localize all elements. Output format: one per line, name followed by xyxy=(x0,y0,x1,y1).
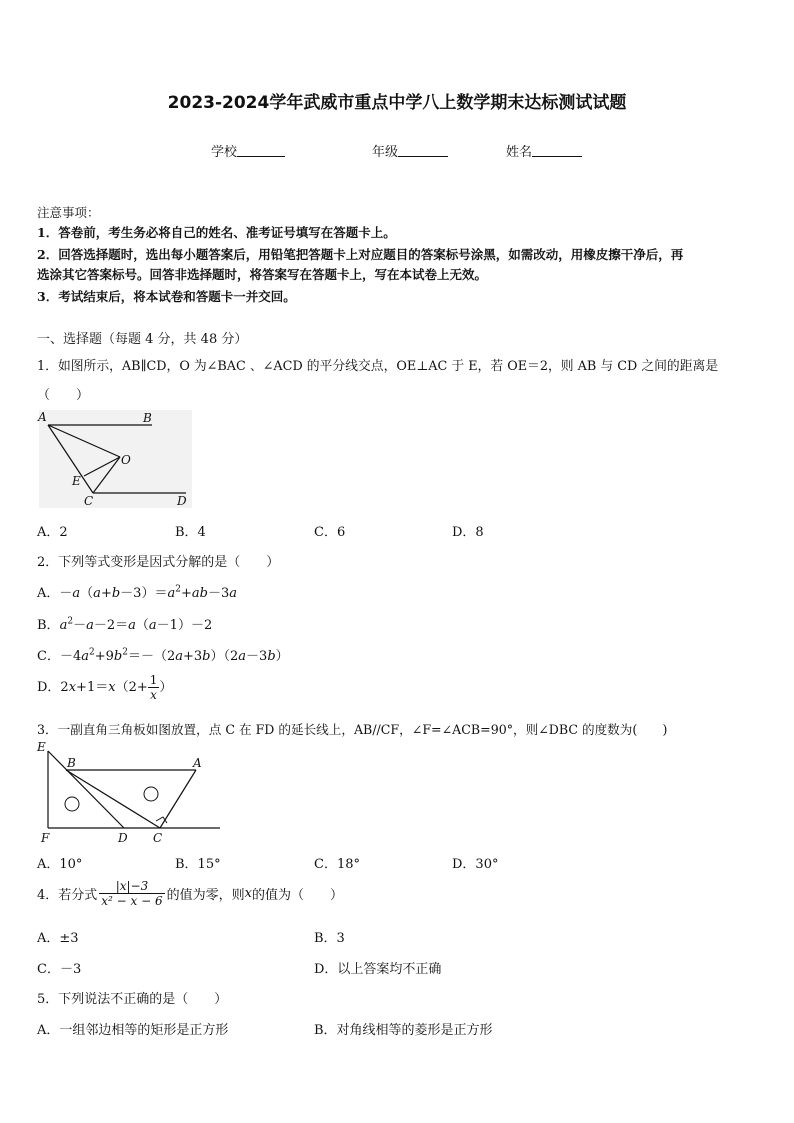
q1-option-b[interactable]: B．4 xyxy=(175,525,206,540)
q3-right-angle-mark xyxy=(156,817,167,823)
q2d-text: +1＝ xyxy=(76,680,109,695)
q2b-var: a xyxy=(148,618,157,633)
notice-item-2-cont: 选涂其它答案标号。回答非选择题时，将答案写在答题卡上，写在本试卷上无效。 xyxy=(37,267,488,282)
q2b-text: （ xyxy=(135,618,149,633)
notice-item-3: 3．考试结束后，将本试卷和答题卡一并交回。 xyxy=(37,289,296,304)
q2a-var: ab xyxy=(191,586,208,601)
q1-paren: （ ） xyxy=(37,388,90,403)
grade-label: 年级 xyxy=(372,145,399,160)
q1-label-c: C xyxy=(84,494,94,508)
q3-label-c: C xyxy=(153,831,163,845)
q4-denominator: x² − x − 6 xyxy=(101,894,163,908)
q2c-var: b xyxy=(113,649,123,664)
q2c-var: a xyxy=(81,649,89,664)
q3-label-b: B xyxy=(67,756,76,770)
q5-option-b[interactable]: B．对角线相等的菱形是正方形 xyxy=(314,1023,493,1038)
school-blank[interactable] xyxy=(237,143,285,157)
q2-option-c[interactable] xyxy=(37,645,289,664)
q3-option-b[interactable]: B．15° xyxy=(175,857,221,872)
name-label: 姓名 xyxy=(506,145,533,160)
q2b-var: a xyxy=(86,618,94,633)
q3-option-a[interactable]: A．10° xyxy=(37,857,83,872)
q4-text: 的值为零，则 xyxy=(166,888,245,903)
q2a-var: a xyxy=(167,586,176,601)
page-title: 2023-2024学年武威市重点中学八上数学期末达标测试试题 xyxy=(167,93,627,113)
name-field[interactable] xyxy=(506,141,582,160)
q1-label-d: D xyxy=(177,494,187,508)
q4-option-d[interactable]: D．以上答案均不正确 xyxy=(314,962,442,977)
q2b-var: a xyxy=(59,618,68,633)
q2c-exponent: 2 xyxy=(88,647,95,658)
q1-label-b: B xyxy=(143,411,152,425)
q3-line-ac xyxy=(160,770,196,828)
q1-label-a: A xyxy=(38,410,47,424)
q2a-var: b xyxy=(111,586,121,601)
q2d-text: （2+ xyxy=(115,680,148,695)
q2a-var: a xyxy=(229,586,237,601)
school-field[interactable] xyxy=(211,141,285,160)
school-label: 学校 xyxy=(211,145,238,160)
q4-text: 的值为（ ） xyxy=(252,888,344,903)
q2d-var: x xyxy=(68,680,77,695)
q2a-var: a xyxy=(93,586,101,601)
q2-option-a[interactable] xyxy=(37,582,237,601)
section-heading: 一、选择题（每题 4 分，共 48 分） xyxy=(37,332,248,347)
name-blank[interactable] xyxy=(532,143,582,157)
q3-hole-left xyxy=(65,797,79,811)
q4-option-b[interactable]: B．3 xyxy=(314,931,345,946)
q1-label-e: E xyxy=(72,474,81,488)
q1-label-o: O xyxy=(121,453,131,467)
q4-numerator: |x|−3 xyxy=(99,879,164,894)
q3-label-e: E xyxy=(37,740,46,754)
q4-stem xyxy=(37,879,343,908)
grade-field[interactable] xyxy=(372,141,448,160)
q2d-var: x xyxy=(108,680,116,695)
q2a-text: －3 xyxy=(207,586,230,601)
q2d-text: ） xyxy=(159,680,173,695)
notice-item-1: 1．答卷前，考生务必将自己的姓名、准考证号填写在答题卡上。 xyxy=(37,225,396,240)
q3-figure xyxy=(36,739,224,847)
q2d-fraction xyxy=(148,673,160,702)
q1-option-c[interactable]: C．6 xyxy=(314,525,346,540)
q2c-text: ＝－（2 xyxy=(127,649,176,664)
q2c-text: ） xyxy=(275,649,289,664)
q2c-text: ）（2 xyxy=(210,649,239,664)
q2c-text: C．－4 xyxy=(37,649,82,664)
q4-option-c[interactable]: C．－3 xyxy=(37,962,82,977)
q5-stem: 5．下列说法不正确的是（ ） xyxy=(37,992,228,1007)
q3-label-d: D xyxy=(118,831,128,845)
q4-fraction xyxy=(99,879,164,908)
q2a-text: + xyxy=(100,586,112,601)
q2b-text: －1）－2 xyxy=(156,618,213,633)
q3-option-c[interactable]: C．18° xyxy=(314,857,360,872)
q1-option-d[interactable]: D．8 xyxy=(452,525,484,540)
q4-text: 4．若分式 xyxy=(37,888,98,903)
q2-stem: 2．下列等式变形是因式分解的是（ ） xyxy=(37,555,280,570)
notice-heading: 注意事项： xyxy=(37,205,100,220)
q2c-exponent: 2 xyxy=(122,647,128,658)
q1-stem: 1．如图所示，AB∥CD，O 为∠BAC 、∠ACD 的平分线交点，OE⊥AC 于 E，若 OE＝2，则 AB 与 CD 之间的距离是 xyxy=(37,359,719,374)
q2-option-b[interactable] xyxy=(37,614,212,633)
q2c-var: a xyxy=(175,649,183,664)
q2a-var: a xyxy=(72,586,81,601)
q3-hole-right xyxy=(144,787,158,801)
q3-line-ed xyxy=(48,751,124,828)
q2b-text: － xyxy=(73,618,87,633)
q2c-text: +3 xyxy=(183,649,203,664)
q3-option-d[interactable]: D．30° xyxy=(452,857,499,872)
q2d-frac-num: 1 xyxy=(149,673,158,687)
q2d-frac-den: x xyxy=(150,688,157,702)
q2b-exponent: 2 xyxy=(67,616,74,627)
q4-var: x xyxy=(244,886,252,901)
q2a-text: + xyxy=(180,586,192,601)
grade-blank[interactable] xyxy=(398,143,448,157)
q1-option-a[interactable]: A．2 xyxy=(37,525,68,540)
q2a-text: －3）＝ xyxy=(120,586,168,601)
q3-stem: 3．一副直角三角板如图放置，点 C 在 FD 的延长线上，AB//CF，∠F=∠ACB=90°，则∠DBC 的度数为( ) xyxy=(37,722,668,737)
q2c-var: a xyxy=(238,649,247,664)
q3-label-f: F xyxy=(41,831,50,845)
q2b-text: －2＝ xyxy=(93,618,129,633)
q2b-text: B． xyxy=(37,618,60,633)
q1-figure xyxy=(36,407,194,511)
notice-item-2: 2．回答选择题时，选出每小题答案后，用铅笔把答题卡上对应题目的答案标号涂黑，如需改动，用橡皮擦干净后，再 xyxy=(37,247,684,262)
q2a-exponent: 2 xyxy=(175,584,181,595)
q3-label-a: A xyxy=(193,756,202,770)
q2a-text: （ xyxy=(80,586,94,601)
q2c-var: b xyxy=(267,649,276,664)
q2d-text: D．2 xyxy=(37,680,69,695)
q2c-text: －3 xyxy=(246,649,268,664)
q2c-text: +9 xyxy=(94,649,114,664)
q2-option-d[interactable] xyxy=(37,673,172,702)
q2a-text: A．－ xyxy=(37,586,73,601)
q2c-var: b xyxy=(202,649,211,664)
q5-option-a[interactable]: A．一组邻边相等的矩形是正方形 xyxy=(37,1023,229,1038)
q2b-var: a xyxy=(128,618,136,633)
q4-option-a[interactable]: A．±3 xyxy=(37,931,79,946)
